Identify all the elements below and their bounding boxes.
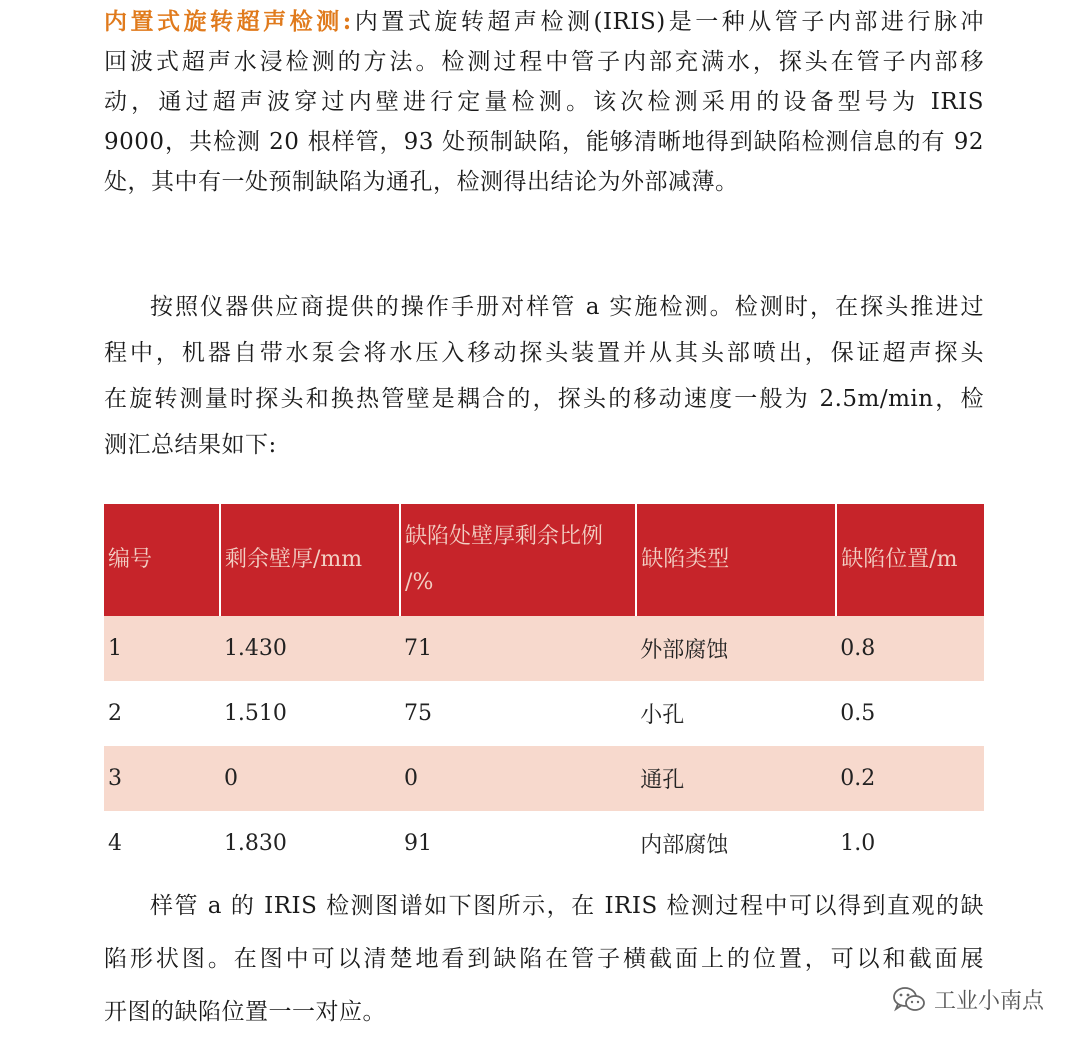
cell-position: 1.0 — [840, 831, 876, 856]
intro-line-4: 9000，共检测 20 根样管，93 处预制缺陷，能够清晰地得到缺陷检测信息的有 92 — [104, 129, 984, 155]
intro-paragraph — [104, 2, 984, 202]
intro-line-1 — [104, 2, 984, 42]
cell-id: 1 — [104, 616, 220, 681]
table-row — [104, 811, 984, 876]
spectrum-paragraph — [104, 886, 984, 1032]
cell-id: 2 — [108, 701, 122, 726]
cell-type: 内部腐蚀 — [640, 833, 729, 858]
cell-position: 0.2 — [836, 746, 984, 811]
procedure-line-3: 在旋转测量时探头和换热管壁是耦合的，探头的移动速度一般为 2.5m/min，检 — [104, 386, 984, 412]
section-title: 内置式旋转超声检测: — [104, 8, 352, 35]
header-ratio-line-1: 缺陷处壁厚剩余比例 — [405, 524, 604, 549]
spectrum-line-2: 陷形状图。在图中可以清楚地看到缺陷在管子横截面上的位置，可以和截面展 — [104, 946, 984, 972]
cell-ratio: 71 — [400, 616, 636, 681]
table-header-row — [104, 504, 984, 616]
header-ratio — [400, 504, 636, 616]
cell-ratio: 91 — [404, 831, 433, 856]
cell-ratio: 0 — [400, 746, 636, 811]
results-table — [104, 504, 984, 876]
spectrum-line-3: 开图的缺陷位置一一对应。 — [104, 999, 386, 1025]
cell-thickness: 0 — [220, 746, 400, 811]
header-type: 缺陷类型 — [636, 504, 836, 616]
watermark-text: 工业小南点 — [933, 989, 1044, 1014]
cell-id: 3 — [104, 746, 220, 811]
cell-ratio: 75 — [404, 701, 433, 726]
cell-thickness: 1.510 — [223, 701, 287, 726]
header-ratio-line-2: /% — [405, 570, 434, 595]
procedure-line-1: 按照仪器供应商提供的操作手册对样管 a 实施检测。检测时，在探头推进过 — [150, 294, 984, 320]
wechat-icon — [892, 986, 926, 1014]
intro-line-5: 处，其中有一处预制缺陷为通孔，检测得出结论为外部减薄。 — [104, 169, 739, 195]
table-row — [104, 616, 984, 681]
cell-type: 小孔 — [640, 703, 685, 728]
cell-type: 外部腐蚀 — [636, 616, 836, 681]
cell-thickness: 1.830 — [223, 831, 287, 856]
table-row — [104, 746, 984, 811]
spectrum-line-1: 样管 a 的 IRIS 检测图谱如下图所示，在 IRIS 检测过程中可以得到直观的缺 — [150, 893, 984, 919]
header-position: 缺陷位置/m — [836, 504, 984, 616]
cell-position: 0.8 — [836, 616, 984, 681]
header-thickness: 剩余壁厚/mm — [220, 504, 400, 616]
header-id: 编号 — [104, 504, 220, 616]
cell-thickness: 1.430 — [220, 616, 400, 681]
procedure-paragraph — [104, 287, 984, 465]
intro-line-3: 动，通过超声波穿过内壁进行定量检测。该次检测采用的设备型号为 IRIS — [104, 89, 984, 115]
cell-id: 4 — [108, 831, 122, 856]
procedure-line-2: 程中，机器自带水泵会将水压入移动探头装置并从其头部喷出，保证超声探头 — [104, 340, 984, 366]
procedure-line-4: 测汇总结果如下: — [104, 432, 277, 458]
intro-line-2: 回波式超声水浸检测的方法。检测过程中管子内部充满水，探头在管子内部移 — [104, 49, 984, 75]
watermark — [892, 984, 1044, 1015]
cell-type: 通孔 — [636, 746, 836, 811]
table-row — [104, 681, 984, 746]
intro-line-1-text: 内置式旋转超声检测(IRIS)是一种从管子内部进行脉冲 — [351, 9, 984, 35]
cell-position: 0.5 — [840, 701, 876, 726]
